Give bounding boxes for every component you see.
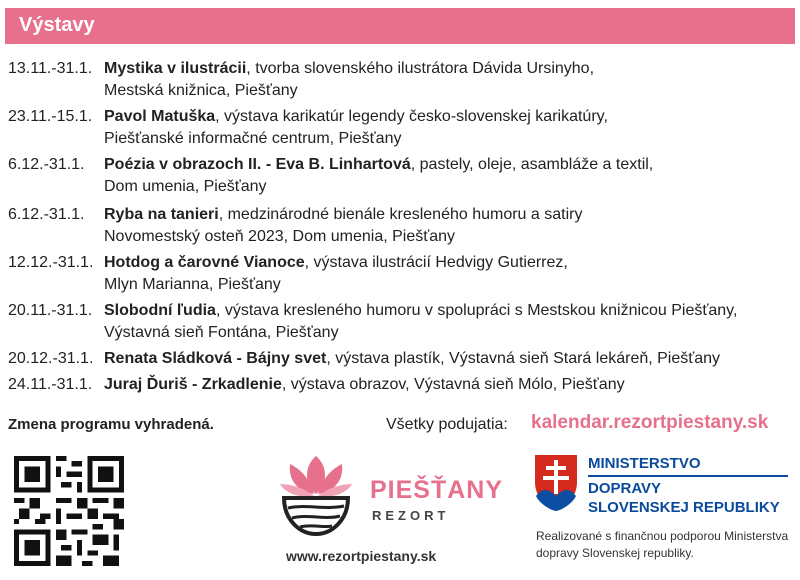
funding-note-line: dopravy Slovenskej republiky. — [536, 546, 694, 560]
event-title: Ryba na tanieri — [104, 206, 219, 223]
event-text — [104, 106, 794, 150]
brand-subtitle: REZORT — [372, 508, 450, 523]
event-venue: Mestská knižnica, Piešťany — [104, 82, 298, 99]
program-change-note: Zmena programu vyhradená. — [8, 416, 214, 433]
event-title: Slobodní ľudia — [104, 302, 216, 319]
event-text — [104, 204, 794, 248]
event-date: 24.11.-31.1. — [8, 376, 93, 393]
ministry-line: DOPRAVY — [588, 480, 662, 497]
event-text — [104, 348, 794, 370]
event-date: 6.12.-31.1. — [8, 206, 85, 223]
event-detail: , tvorba slovenského ilustrátora Dávida Ursinyho, — [246, 60, 595, 77]
event-text — [104, 374, 794, 396]
event-date: 20.12.-31.1. — [8, 350, 94, 367]
event-venue: Dom umenia, Piešťany — [104, 178, 267, 195]
event-venue: Mlyn Marianna, Piešťany — [104, 276, 281, 293]
event-date: 23.11.-15.1. — [8, 108, 93, 125]
event-date: 13.11.-31.1. — [8, 60, 93, 77]
event-detail: , výstava ilustrácií Hedvigy Gutierrez, — [304, 254, 568, 271]
funding-note-line: Realizované s finančnou podporou Ministerstva — [536, 529, 789, 543]
event-title: Hotdog a čarovné Vianoce — [104, 254, 305, 271]
event-text — [104, 300, 794, 344]
section-title: Výstavy — [19, 14, 95, 36]
event-title: Renata Sládková - Bájny svet — [104, 350, 327, 367]
funding-note — [536, 528, 788, 562]
all-events-label: Všetky podujatia: — [386, 416, 508, 433]
event-detail: , výstava kresleného humoru v spolupráci s Mestskou knižnicou Piešťany, — [215, 302, 738, 319]
ministry-line: MINISTERSTVO — [588, 455, 701, 472]
event-detail: , pastely, oleje, asambláže a textil, — [410, 156, 654, 173]
ministry-line: SLOVENSKEJ REPUBLIKY — [588, 499, 780, 516]
brand-name: PIEŠŤANY — [370, 476, 504, 504]
all-events-link[interactable]: kalendar.rezortpiestany.sk — [531, 412, 769, 433]
event-detail: , medzinárodné bienále kresleného humoru a satiry — [218, 206, 583, 223]
event-venue: Piešťanské informačné centrum, Piešťany — [104, 130, 402, 147]
website-link[interactable]: www.rezortpiestany.sk — [286, 548, 437, 564]
section-header — [5, 8, 795, 44]
rezort-logo-icon — [276, 450, 356, 540]
event-detail: , výstava obrazov, Výstavná sieň Mólo, Piešťany — [281, 376, 625, 393]
event-venue: Výstavná sieň Fontána, Piešťany — [104, 324, 339, 341]
slovak-coat-of-arms-icon — [532, 452, 580, 514]
ministry-name — [588, 454, 788, 517]
event-date: 20.11.-31.1. — [8, 302, 93, 319]
event-venue: Novomestský osteň 2023, Dom umenia, Piešťany — [104, 228, 456, 245]
event-title: Juraj Ďuriš - Zrkadlenie — [104, 376, 282, 393]
event-date: 6.12.-31.1. — [8, 156, 85, 173]
event-title: Pavol Matuška — [104, 108, 216, 125]
event-detail: , výstava plastík, Výstavná sieň Stará lekáreň, Piešťany — [326, 350, 721, 367]
event-text — [104, 58, 794, 102]
qr-code[interactable] — [14, 456, 124, 566]
event-title: Mystika v ilustrácii — [104, 60, 247, 77]
event-title: Poézia v obrazoch II. - Eva B. Linhartová — [104, 156, 411, 173]
event-text — [104, 252, 794, 296]
event-date: 12.12.-31.1. — [8, 254, 94, 271]
event-detail: , výstava karikatúr legendy česko-slovenskej karikatúry, — [215, 108, 608, 125]
ministry-divider — [588, 475, 788, 477]
event-text — [104, 154, 794, 198]
